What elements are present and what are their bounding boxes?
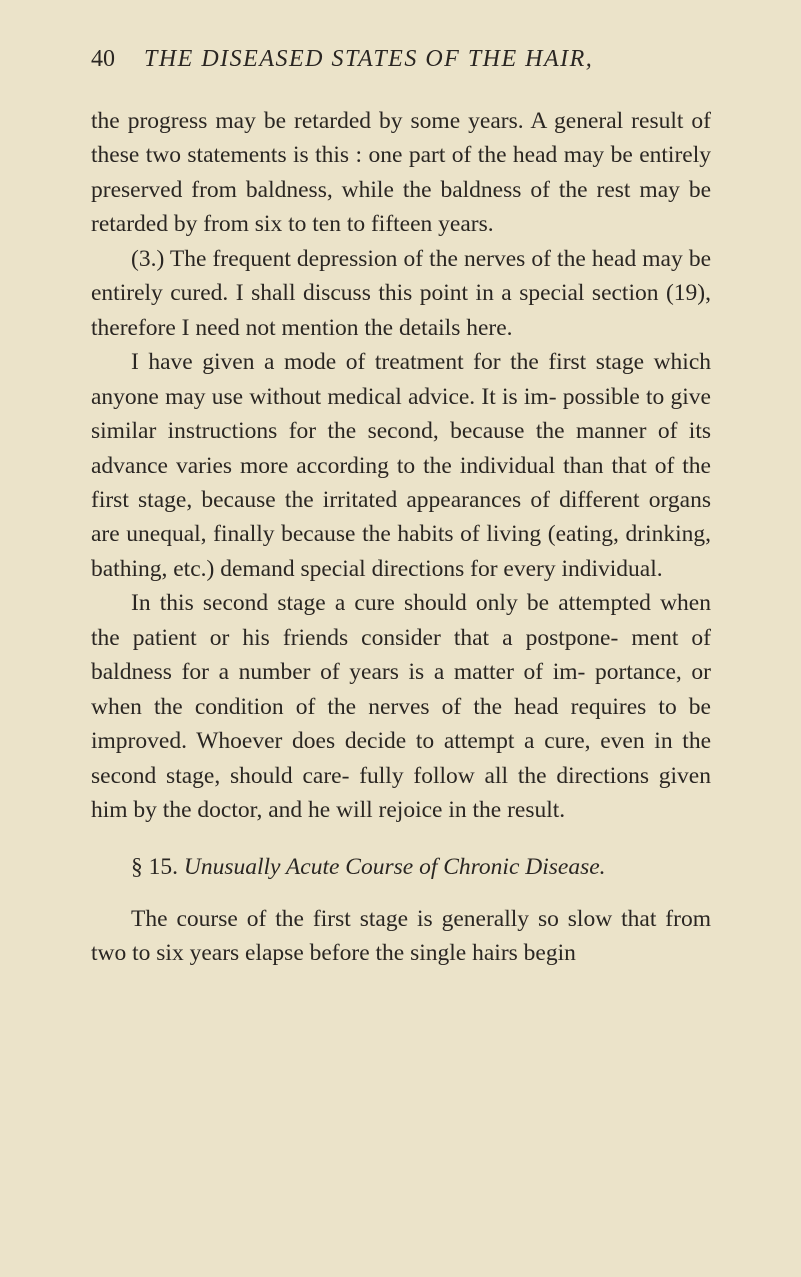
- running-head: THE DISEASED STATES OF THE HAIR,: [144, 46, 594, 72]
- section-title: Unusually Acute Course of Chronic Disease.: [183, 853, 606, 880]
- page-header: [91, 46, 711, 78]
- paragraph-continuation: the progress may be retarded by some years. A general result of these two statements is this : one part of the head may be entirely preserved from baldness, while the baldness of the rest may be retarded by from six to ten to fifteen years.: [91, 108, 711, 238]
- paragraph-course: The course of the first stage is generally so slow that from two to six years elapse before the single hairs begin: [91, 905, 711, 967]
- body-text: [91, 104, 711, 971]
- paragraph-second-stage: In this second stage a cure should only be attempted when the patient or his friends consider that a postpone- ment of baldness for a number of years is a matter of im- portance, or when the condition of the nerves of the head requires to be improved. Whoever does decide to attempt a cure, even in the second stage, should care- fully follow all the directions given him by the doctor, and he will rejoice in the result.: [91, 590, 711, 824]
- section-heading: [91, 850, 711, 884]
- section-number: § 15.: [131, 853, 178, 880]
- paragraph-point-3: (3.) The frequent depression of the nerves of the head may be entirely cured. I shall discuss this point in a special section (19), therefore I need not mention the details here.: [91, 245, 711, 341]
- paragraph-treatment: I have given a mode of treatment for the first stage which anyone may use without medical advice. It is im- possible to give similar instructions for the second, because the manner of its advance varies more according to the individual than that of the first stage, because the irritated appearances of different organs are unequal, finally because the habits of living (eating, drinking, bathing, etc.) demand special directions for every individual.: [91, 349, 711, 582]
- page-number: 40: [91, 46, 115, 72]
